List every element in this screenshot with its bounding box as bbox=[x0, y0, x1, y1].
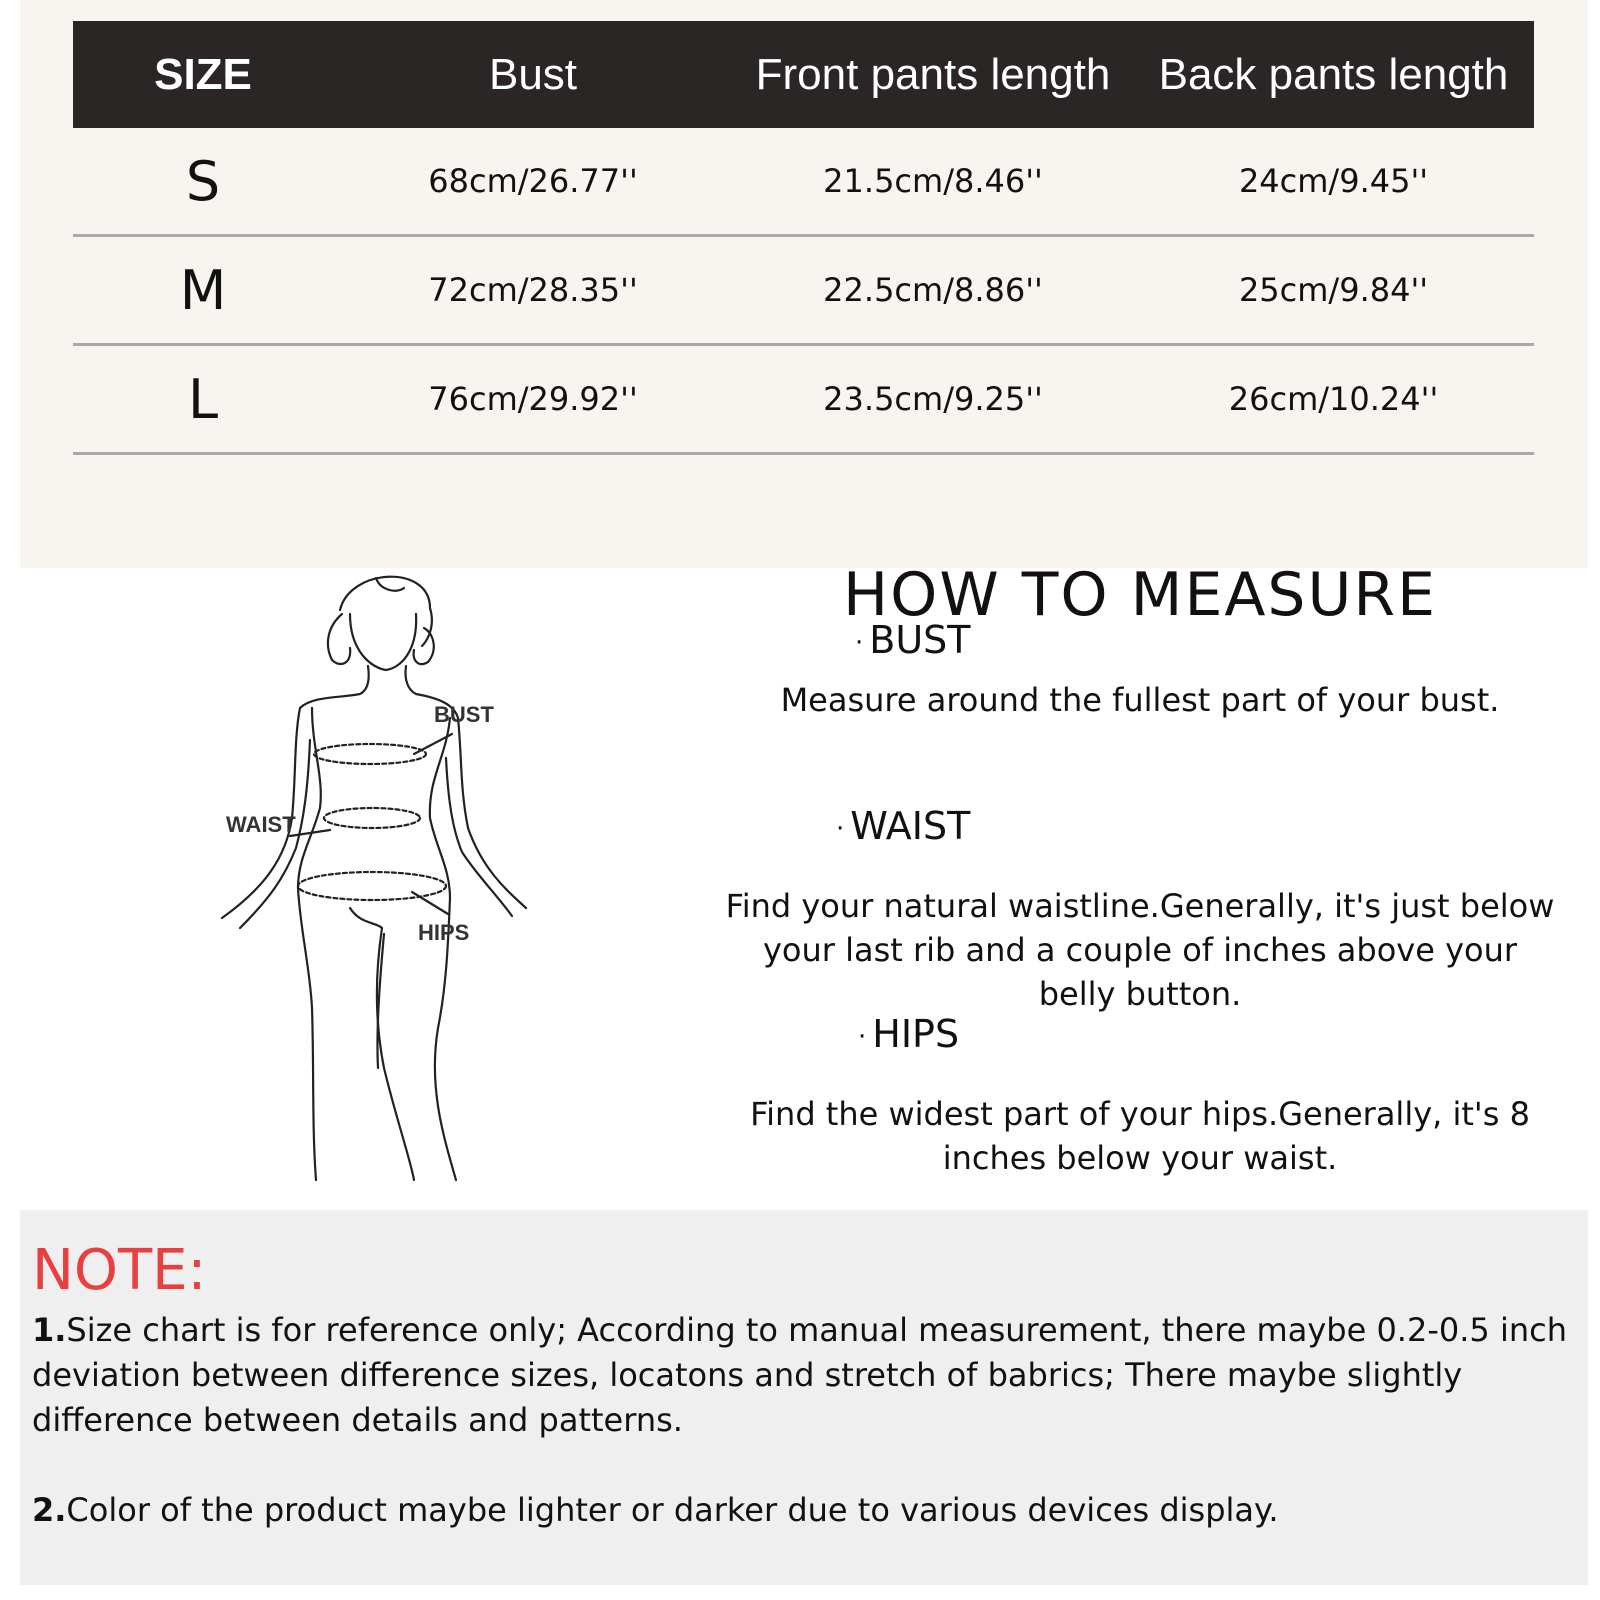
waist-heading-text: WAIST bbox=[850, 804, 971, 848]
hips-description: Find the widest part of your hips.Generally, it's 8 inches below your waist. bbox=[750, 1095, 1530, 1177]
note-number: 1. bbox=[32, 1311, 67, 1349]
hips-heading bbox=[858, 1012, 959, 1056]
note-text: Size chart is for reference only; According to manual measurement, there maybe 0.2-0.5 inch deviation between difference sizes, locatons and stretch of babrics; There maybe slightly difference between details and patterns. bbox=[32, 1311, 1567, 1439]
bust-cell: 72cm/28.35'' bbox=[428, 271, 638, 309]
size-cell: M bbox=[179, 258, 227, 322]
hips-label: HIPS bbox=[418, 920, 470, 945]
front-length-cell: 21.5cm/8.46'' bbox=[823, 162, 1043, 200]
size-table bbox=[73, 21, 1534, 455]
hips-heading-text: HIPS bbox=[872, 1012, 960, 1056]
table-row bbox=[73, 237, 1534, 346]
table-header-row bbox=[73, 21, 1534, 128]
size-chart-panel bbox=[20, 0, 1588, 568]
waist-heading bbox=[836, 804, 970, 848]
bust-cell: 68cm/26.77'' bbox=[428, 162, 638, 200]
body-measurement-figure bbox=[200, 568, 560, 1208]
table-row bbox=[73, 346, 1534, 455]
back-length-cell: 26cm/10.24'' bbox=[1228, 380, 1439, 418]
bust-cell: 76cm/29.92'' bbox=[428, 380, 638, 418]
bullet-icon: · bbox=[836, 813, 845, 844]
size-cell: S bbox=[185, 149, 221, 213]
body-outline-drawing bbox=[200, 568, 560, 1208]
bullet-icon: · bbox=[858, 1021, 867, 1052]
header-size: SIZE bbox=[154, 49, 252, 99]
front-length-cell: 22.5cm/8.86'' bbox=[823, 271, 1043, 309]
header-front-pants-length: Front pants length bbox=[755, 49, 1111, 99]
front-length-cell: 23.5cm/9.25'' bbox=[823, 380, 1043, 418]
note-number: 2. bbox=[32, 1491, 67, 1529]
size-cell: L bbox=[187, 367, 219, 431]
note-title: NOTE: bbox=[32, 1238, 207, 1303]
header-back-pants-length: Back pants length bbox=[1158, 49, 1509, 99]
back-length-cell: 25cm/9.84'' bbox=[1238, 271, 1429, 309]
back-length-cell: 24cm/9.45'' bbox=[1238, 162, 1429, 200]
note-item bbox=[32, 1308, 1580, 1443]
bust-description: Measure around the fullest part of your bust. bbox=[780, 681, 1500, 719]
waist-label: WAIST bbox=[226, 812, 296, 837]
bullet-icon: · bbox=[855, 627, 864, 658]
bust-heading bbox=[855, 618, 970, 662]
how-to-measure-section bbox=[720, 560, 1560, 1210]
note-text: Color of the product maybe lighter or darker due to various devices display. bbox=[66, 1491, 1279, 1529]
note-item bbox=[32, 1488, 1580, 1533]
bust-heading-text: BUST bbox=[869, 618, 971, 662]
bust-label: BUST bbox=[434, 702, 494, 727]
header-bust: Bust bbox=[488, 49, 578, 99]
how-to-measure-title: HOW TO MEASURE bbox=[842, 560, 1437, 630]
table-row bbox=[73, 128, 1534, 237]
waist-description: Find your natural waistline.Generally, it's just below your last rib and a couple of inches above your belly button. bbox=[725, 887, 1555, 1013]
note-panel bbox=[20, 1210, 1588, 1585]
